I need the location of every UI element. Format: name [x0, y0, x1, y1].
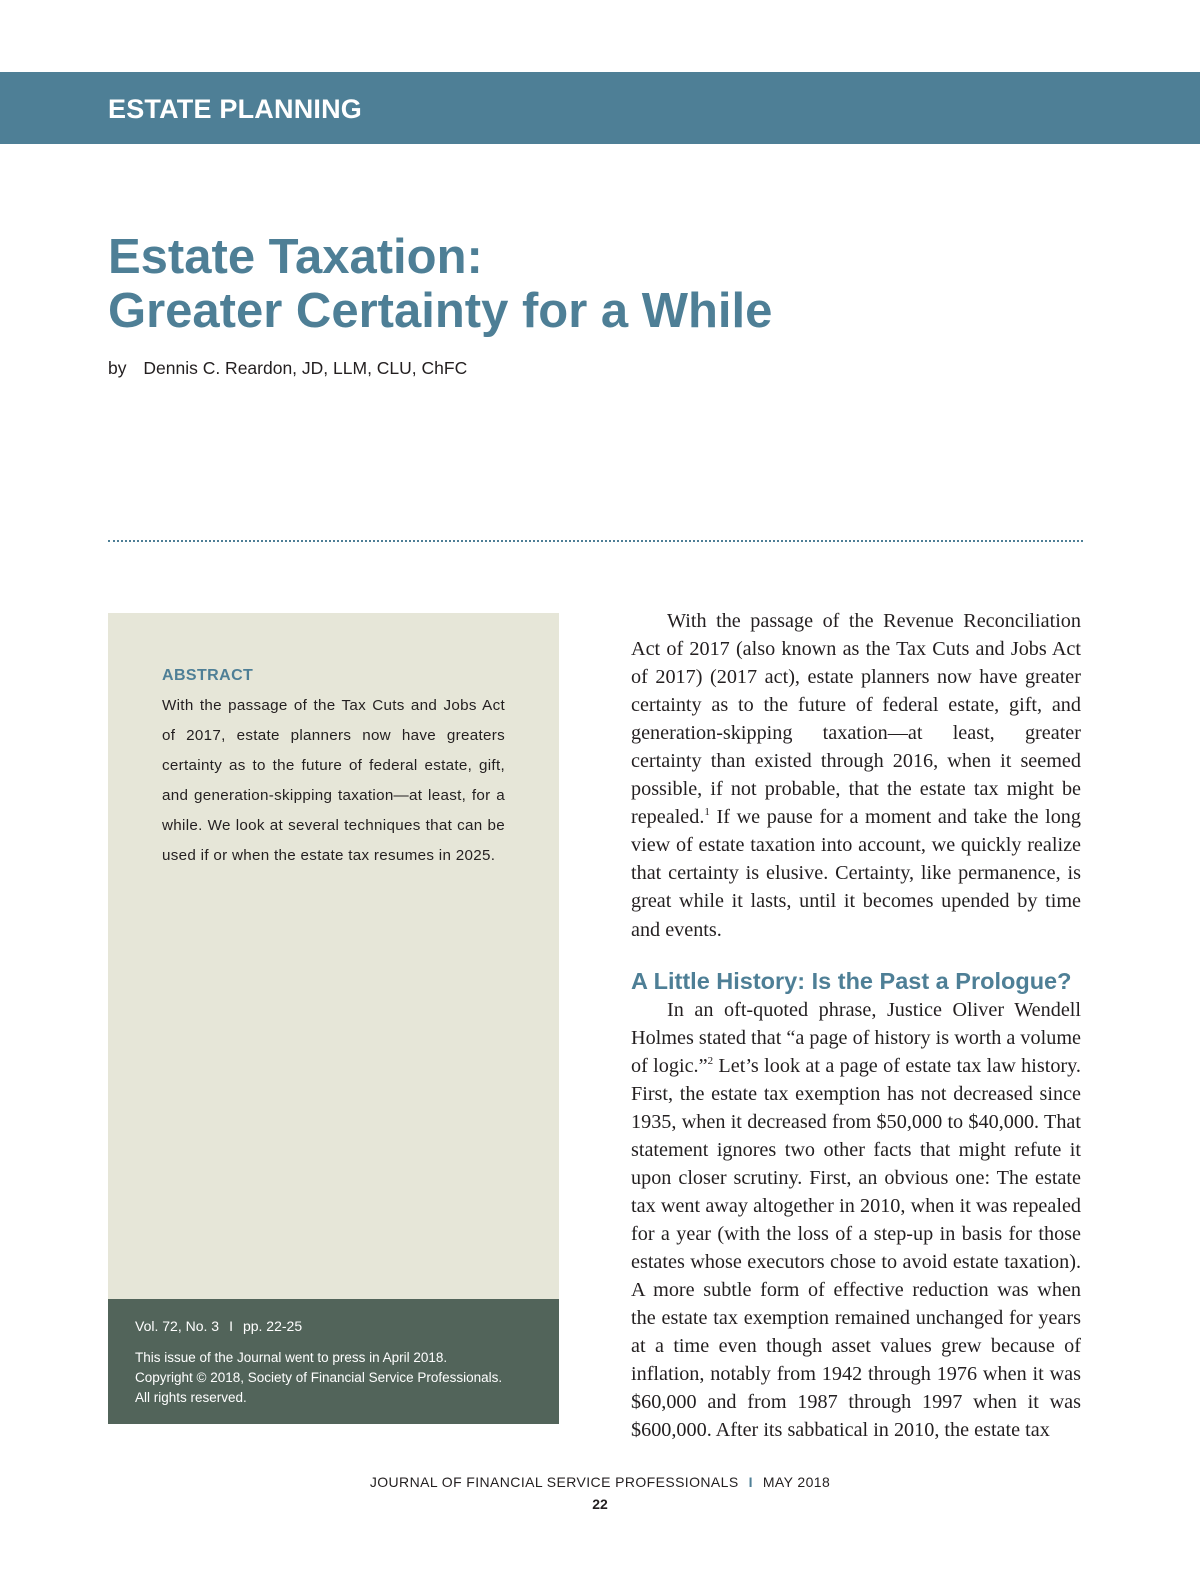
footnote-ref: 2 — [707, 1054, 714, 1067]
dotted-divider — [108, 540, 1083, 542]
copyright-notice: Copyright © 2018, Society of Financial Service Professionals. — [135, 1370, 503, 1385]
publication-info-box — [108, 1299, 559, 1424]
article-title-line-2: Greater Certainty for a While — [108, 284, 773, 338]
footnote-ref: 1 — [704, 806, 710, 819]
section-heading: A Little History: Is the Past a Prologue? — [631, 967, 1072, 994]
article-title-line-1: Estate Taxation: — [108, 230, 483, 284]
author-name: Dennis C. Reardon, JD, LLM, CLU, ChFC — [143, 358, 468, 378]
issue-date: MAY 2018 — [762, 1474, 831, 1490]
body-text: In an oft-quoted phrase, Justice Oliver Wendell Holmes stated that “a page of history is worth a volume of logic.” — [631, 998, 1081, 1077]
volume-number: Vol. 72, No. 3 — [135, 1318, 220, 1334]
byline — [108, 358, 467, 379]
abstract-sidebar — [108, 613, 559, 1299]
section-banner — [0, 72, 1200, 144]
body-text: If we pause for a moment and take the long view of estate taxation into account, we quickly realize that certainty is elusive. Certainty, like permanence, is great while it lasts, until it becomes upended by time and events. — [631, 806, 1081, 941]
press-date-note: This issue of the Journal went to press in April 2018. — [135, 1350, 448, 1365]
press-note — [135, 1348, 555, 1408]
page-number: 22 — [592, 1496, 608, 1512]
body-text: Let’s look at a page of estate tax law history. First, the estate tax exemption has not decreased since 1935, when it decreased from $50,000 to $40,000. That statement ignores two other facts that might refute it upon closer scrutiny. First, an obvious one: The estate tax went away altogether in 2010, when it was repealed for a year (with the loss of a step-up in basis for those estates whose executors chose to avoid estate taxation). A more subtle form of effective reduction was when the estate tax exemption remained unchanged for years at a time even though asset values grew because of inflation, notably from 1942 through 1976 when it was $60,000 and from 1987 through 1997 when it was $600,000. After its sabbatical in 2010, the estate tax — [631, 1054, 1081, 1442]
volume-info — [135, 1318, 302, 1334]
byline-prefix: by — [108, 358, 127, 378]
abstract-heading: ABSTRACT — [162, 667, 254, 684]
body-paragraph — [631, 996, 1081, 1445]
volume-separator: I — [229, 1318, 233, 1334]
journal-name-line — [0, 1474, 1200, 1490]
journal-name: JOURNAL OF FINANCIAL SERVICE PROFESSIONALS — [369, 1474, 739, 1490]
rights-notice: All rights reserved. — [135, 1390, 247, 1405]
body-text: With the passage of the Revenue Reconciliation Act of 2017 (also known as the Tax Cuts and Jobs Act of 2017) (2017 act), estate planners now have greater certainty as to the future of federal estate, gift, and generation-skipping taxation—at least, greater certainty than existed through 2016, when it seemed possible, if not probable, that the estate tax might be repealed. — [631, 610, 1081, 829]
footer-separator: I — [748, 1474, 753, 1490]
article-body — [631, 607, 1081, 1444]
page-footer — [0, 1474, 1200, 1512]
body-paragraph — [631, 607, 1081, 944]
article-title — [108, 230, 772, 338]
page-range: pp. 22-25 — [242, 1318, 303, 1334]
section-label: ESTATE PLANNING — [108, 94, 363, 124]
abstract-text: With the passage of the Tax Cuts and Jobs Act of 2017, estate planners now have greaters certainty as to the future of federal estate, gift, and generation-skipping taxation—at least, for a while. We look at several techniques that can be used if or when the estate tax resumes in 2025. — [162, 697, 505, 865]
